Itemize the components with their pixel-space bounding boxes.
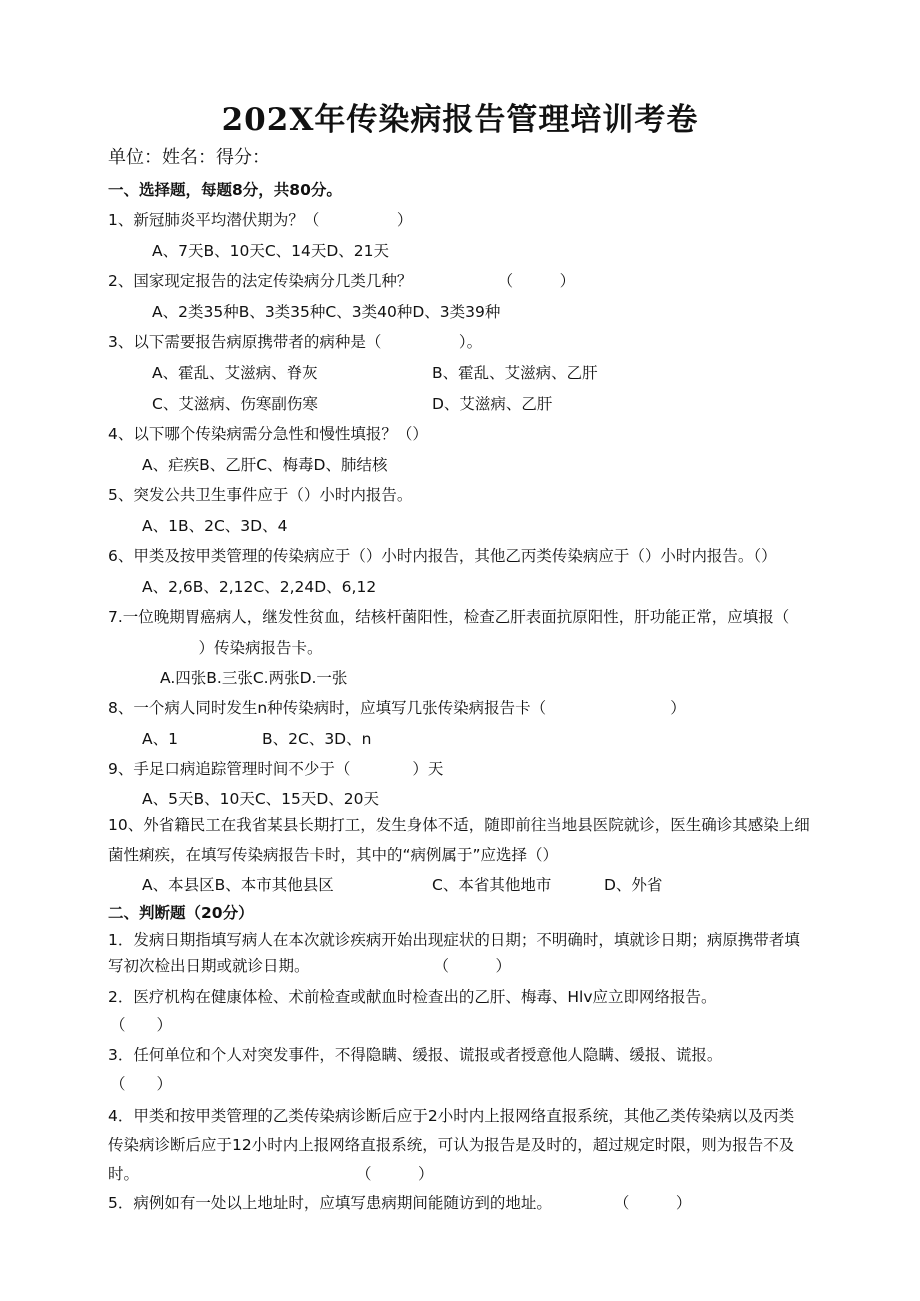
question-3-option-b: B、霍乱、艾滋病、乙肝 bbox=[432, 364, 598, 382]
question-3-option-a: A、霍乱、艾滋病、脊灰 bbox=[152, 364, 318, 382]
question-6-options: A、2,6B、2,12C、2,24D、6,12 bbox=[142, 578, 377, 596]
question-10-option-c: C、本省其他地市 bbox=[432, 876, 552, 894]
judgement-1-line-2: 写初次检出日期或就诊日期。 （ ） bbox=[108, 957, 512, 975]
judgement-4-line-2: 传染病诊断后应于12小时内上报网络直报系统，可认为报告是及时的，超过规定时限，则为报告不及 bbox=[108, 1136, 795, 1154]
question-7-stem-line-1: 7.一位晚期胃癌病人，继发性贫血，结核杆菌阳性，检查乙肝表面抗原阳性，肝功能正常，应填报（ bbox=[108, 608, 790, 626]
question-8-stem: 8、一个病人同时发生n种传染病时，应填写几张传染病报告卡（ ） bbox=[108, 699, 686, 717]
question-10-stem-line-1: 10、外省籍民工在我省某县长期打工，发生身体不适，随即前往当地县医院就诊，医生确诊其感染上细 bbox=[108, 816, 810, 834]
question-3-option-d: D、艾滋病、乙肝 bbox=[432, 395, 553, 413]
question-4-stem: 4、以下哪个传染病需分急性和慢性填报？（） bbox=[108, 425, 428, 443]
question-2-stem: 2、国家现定报告的法定传染病分几类几种？ （ ） bbox=[108, 272, 576, 290]
header-info-line: 单位：姓名：得分： bbox=[108, 147, 270, 168]
judgement-4-line-1: 4．甲类和按甲类管理的乙类传染病诊断后应于2小时内上报网络直报系统，其他乙类传染病以及丙类 bbox=[108, 1107, 795, 1125]
question-1-stem: 1、新冠肺炎平均潜伏期为？（ ） bbox=[108, 211, 413, 229]
section-2-heading: 二、判断题（20分） bbox=[108, 904, 254, 922]
question-3-option-c: C、艾滋病、伤寒副伤寒 bbox=[152, 395, 318, 413]
question-9-options: A、5天B、10天C、15天D、20天 bbox=[142, 790, 380, 808]
question-8-option-a: A、1 bbox=[142, 730, 178, 748]
question-3-stem: 3、以下需要报告病原携带者的病种是（ ）。 bbox=[108, 333, 483, 351]
question-6-stem: 6、甲类及按甲类管理的传染病应于（）小时内报告，其他乙丙类传染病应于（）小时内报告。（） bbox=[108, 547, 777, 565]
question-10-option-d: D、外省 bbox=[604, 876, 663, 894]
judgement-2-line-1: 2．医疗机构在健康体检、术前检查或献血时检查出的乙肝、梅毒、Hlv应立即网络报告。 bbox=[108, 988, 717, 1006]
judgement-3-line-2: （ ） bbox=[110, 1075, 173, 1093]
question-7-options: A.四张B.三张C.两张D.一张 bbox=[160, 669, 348, 687]
judgement-1-line-1: 1．发病日期指填写病人在本次就诊疾病开始出现症状的日期；不明确时，填就诊日期；病原携带者填 bbox=[108, 931, 800, 949]
judgement-4-line-3: 时。 （ ） bbox=[108, 1165, 434, 1183]
question-5-options: A、1B、2C、3D、4 bbox=[142, 517, 288, 535]
judgement-5-line-1: 5．病例如有一处以上地址时，应填写患病期间能随访到的地址。 （ ） bbox=[108, 1194, 692, 1212]
exam-title: 202X年传染病报告管理培训考卷 bbox=[221, 102, 699, 138]
question-4-options: A、疟疾B、乙肝C、梅毒D、肺结核 bbox=[142, 456, 388, 474]
section-1-heading: 一、选择题，每题8分，共80分。 bbox=[108, 181, 342, 199]
question-9-stem: 9、手足口病追踪管理时间不少于（ ）天 bbox=[108, 760, 444, 778]
question-1-options: A、7天B、10天C、14天D、21天 bbox=[152, 242, 390, 260]
question-10-stem-line-2: 菌性痢疾，在填写传染病报告卡时，其中的“病例属于”应选择（） bbox=[108, 846, 559, 864]
question-7-stem-line-2: ）传染病报告卡。 bbox=[152, 639, 323, 657]
question-2-options: A、2类35种B、3类35种C、3类40种D、3类39种 bbox=[152, 303, 501, 321]
question-5-stem: 5、突发公共卫生事件应于（）小时内报告。 bbox=[108, 486, 413, 504]
judgement-2-line-2: （ ） bbox=[110, 1016, 173, 1034]
question-8-options-rest: B、2C、3D、n bbox=[262, 730, 372, 748]
judgement-3-line-1: 3．任何单位和个人对突发事件，不得隐瞒、缓报、谎报或者授意他人隐瞒、缓报、谎报。 bbox=[108, 1046, 723, 1064]
question-10-options-ab: A、本县区B、本市其他县区 bbox=[142, 876, 334, 894]
